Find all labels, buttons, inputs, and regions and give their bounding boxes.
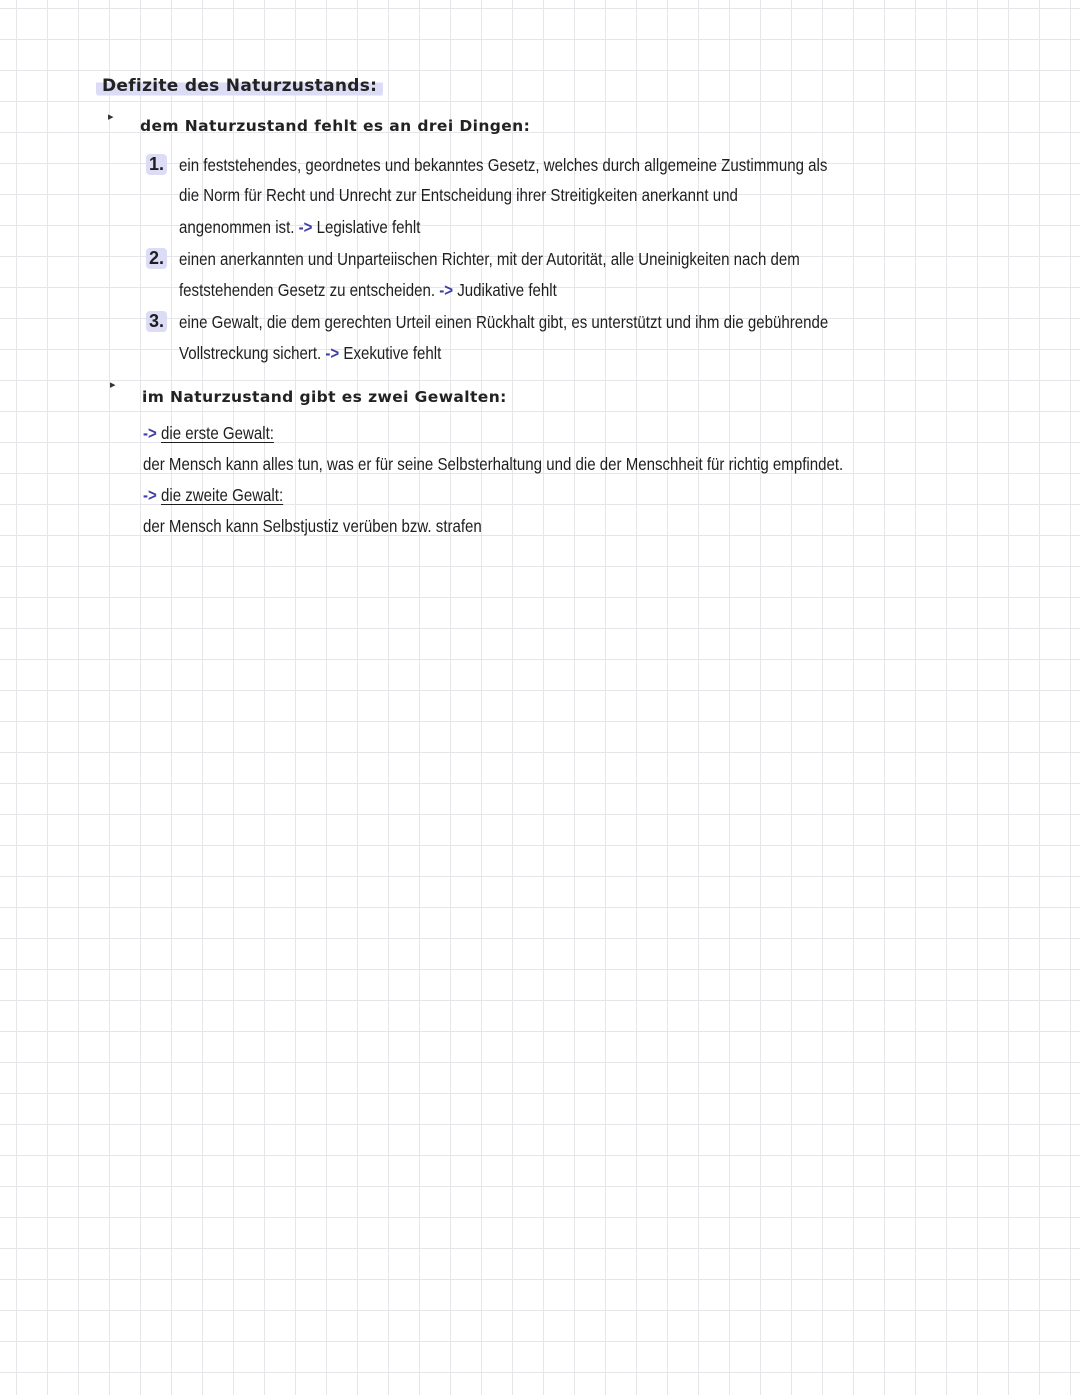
arrow-icon: -> xyxy=(143,423,157,443)
item2-line2: feststehenden Gesetz zu entscheiden. -> Judikative fehlt xyxy=(179,280,557,300)
first-power-label: -> die erste Gewalt: xyxy=(143,423,274,443)
item-number: 3. xyxy=(146,311,167,332)
arrow-icon: -> xyxy=(325,343,340,363)
page-title: Defizite des Naturzustands: xyxy=(96,74,383,98)
first-power-text: der Mensch kann alles tun, was er für seine Selbsterhaltung und die der Menschheit für richtig empfindet. xyxy=(143,454,844,474)
second-power-label: -> die zweite Gewalt: xyxy=(143,485,284,505)
section1-intro: dem Naturzustand fehlt es an drei Dingen: xyxy=(140,117,531,135)
item1-line3: angenommen ist. -> Legislative fehlt xyxy=(179,217,421,237)
second-power-text: der Mensch kann Selbstjustiz verüben bzw. strafen xyxy=(143,516,482,536)
section2-intro: im Naturzustand gibt es zwei Gewalten: xyxy=(142,388,507,406)
bullet-icon: ▸ xyxy=(110,378,116,391)
item3-line2: Vollstreckung sichert. -> Exekutive fehlt xyxy=(179,343,442,363)
arrow-icon: -> xyxy=(439,280,454,300)
item-number: 1. xyxy=(146,154,167,175)
item2-line1: einen anerkannten und Unparteiischen Richter, mit der Autorität, alle Uneinigkeiten nach dem xyxy=(179,249,800,269)
arrow-icon: -> xyxy=(298,217,313,237)
bullet-icon: ▸ xyxy=(108,110,114,123)
arrow-icon: -> xyxy=(143,485,157,505)
item-number: 2. xyxy=(146,248,167,269)
item1-line2: die Norm für Recht und Unrecht zur Entscheidung ihrer Streitigkeiten anerkannt und xyxy=(179,185,738,205)
item1-line1: ein feststehendes, geordnetes und bekanntes Gesetz, welches durch allgemeine Zustimmung als xyxy=(179,155,828,175)
item3-line1: eine Gewalt, die dem gerechten Urteil einen Rückhalt gibt, es unterstützt und ihm die gebührende xyxy=(179,312,829,332)
